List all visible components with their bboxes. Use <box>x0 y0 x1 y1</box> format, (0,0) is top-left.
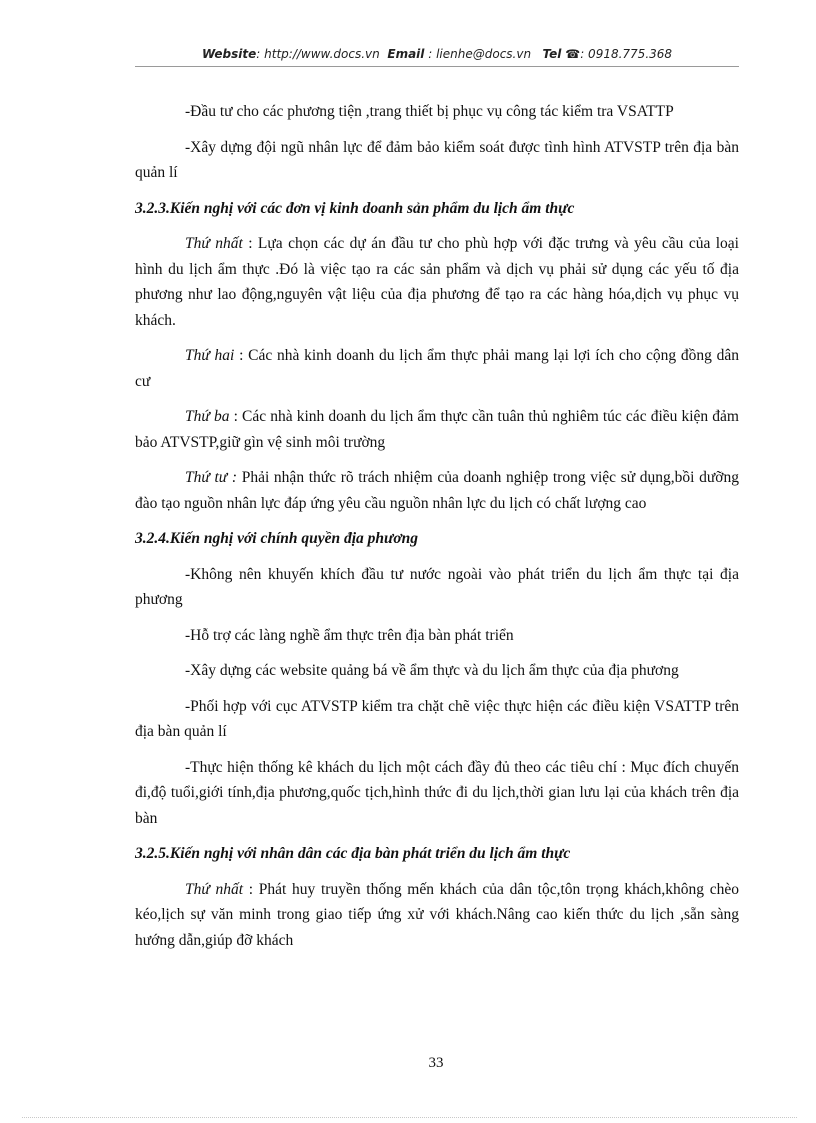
section-heading-3-2-3: 3.2.3.Kiến nghị với các đơn vị kinh doanh sản phẩm du lịch ẩm thực <box>135 199 575 217</box>
phone-icon: ☎ <box>565 47 581 61</box>
website-label: Website <box>201 47 257 61</box>
section-heading-3-2-4: 3.2.4.Kiến nghị với chính quyền địa phương <box>135 530 419 547</box>
list-item <box>135 231 739 333</box>
paragraph: -Đầu tư cho các phương tiện ,trang thiết bị phục vụ công tác kiểm tra VSATTP <box>185 103 674 120</box>
footer-divider <box>22 1117 797 1118</box>
section-heading-3-2-5: 3.2.5.Kiến nghị với nhân dân các địa bàn phát triển du lịch ẩm thực <box>135 845 571 862</box>
item-text: : Phát huy truyền thống mến khách của dân tộc,tôn trọng khách,không chèo kéo,lịch sự văn minh trong giao tiếp ứng xử với khách.Nâng cao kiến thức du lịch ,sẵn sàng hướng dẫn,giúp đỡ khách <box>135 880 739 949</box>
list-item <box>135 404 739 455</box>
document-body <box>135 99 739 963</box>
list-item <box>135 343 739 394</box>
item-text: Phải nhận thức rõ trách nhiệm của doanh nghiệp trong việc sử dụng,bồi dưỡng đào tạo nguồn nhân lực đáp ứng yêu cầu nguồn nhân lực du lịch có chất lượng cao <box>135 469 739 512</box>
email-label: Email <box>387 47 425 61</box>
header-divider <box>135 66 739 67</box>
item-text: : Các nhà kinh doanh du lịch ẩm thực cần tuân thủ nghiêm túc các điều kiện đảm bảo ATVSTP,giữ gìn vệ sinh môi trường <box>135 408 739 451</box>
item-lead: Thứ nhất <box>185 880 244 898</box>
list-item <box>135 877 739 954</box>
item-lead: Thứ nhất <box>185 235 243 252</box>
list-item: -Hỗ trợ các làng nghề ẩm thực trên địa bàn phát triển <box>185 626 514 644</box>
list-item: -Thực hiện thống kê khách du lịch một cách đầy đủ theo các tiêu chí : Mục đích chuyến đi,độ tuổi,giới tính,địa phương,quốc tịch,hình thức đi du lịch,thời gian lưu lại của khách trên địa bàn <box>135 758 739 827</box>
page-header <box>135 47 739 61</box>
website-value: : http://www.docs.vn <box>256 47 380 61</box>
item-text: : Các nhà kinh doanh du lịch ẩm thực phải mang lại lợi ích cho cộng đồng dân cư <box>135 347 740 390</box>
email-value: : lienhe@docs.vn <box>428 47 532 61</box>
item-lead: Thứ hai <box>185 347 235 364</box>
list-item: -Xây dựng các website quảng bá về ẩm thực và du lịch ẩm thực của địa phương <box>185 662 679 679</box>
item-text: : Lựa chọn các dự án đầu tư cho phù hợp với đặc trưng và yêu cầu của loại hình du lịch ẩm thực .Đó là việc tạo ra các sản phẩm và dịch vụ phải sử dụng các yếu tố địa phương như lao động,nguyên vật liệu của địa phương để tạo ra các hàng hóa,dịch vụ phục vụ khách. <box>135 235 739 329</box>
list-item: -Không nên khuyến khích đầu tư nước ngoài vào phát triển du lịch ẩm thực tại địa phương <box>135 565 739 608</box>
page-number: 33 <box>428 1055 444 1071</box>
item-lead: Thứ tư : <box>185 469 238 486</box>
item-lead: Thứ ba <box>185 408 230 425</box>
list-item <box>135 465 739 516</box>
tel-value: : 0918.775.368 <box>580 47 673 61</box>
tel-label: Tel <box>542 47 562 61</box>
paragraph: -Xây dựng đội ngũ nhân lực để đảm bảo kiểm soát được tình hình ATVSTP trên địa bàn quản lí <box>135 138 739 181</box>
list-item: -Phối hợp với cục ATVSTP kiểm tra chặt chẽ việc thực hiện các điều kiện VSATTP trên địa bàn quản lí <box>135 697 739 740</box>
